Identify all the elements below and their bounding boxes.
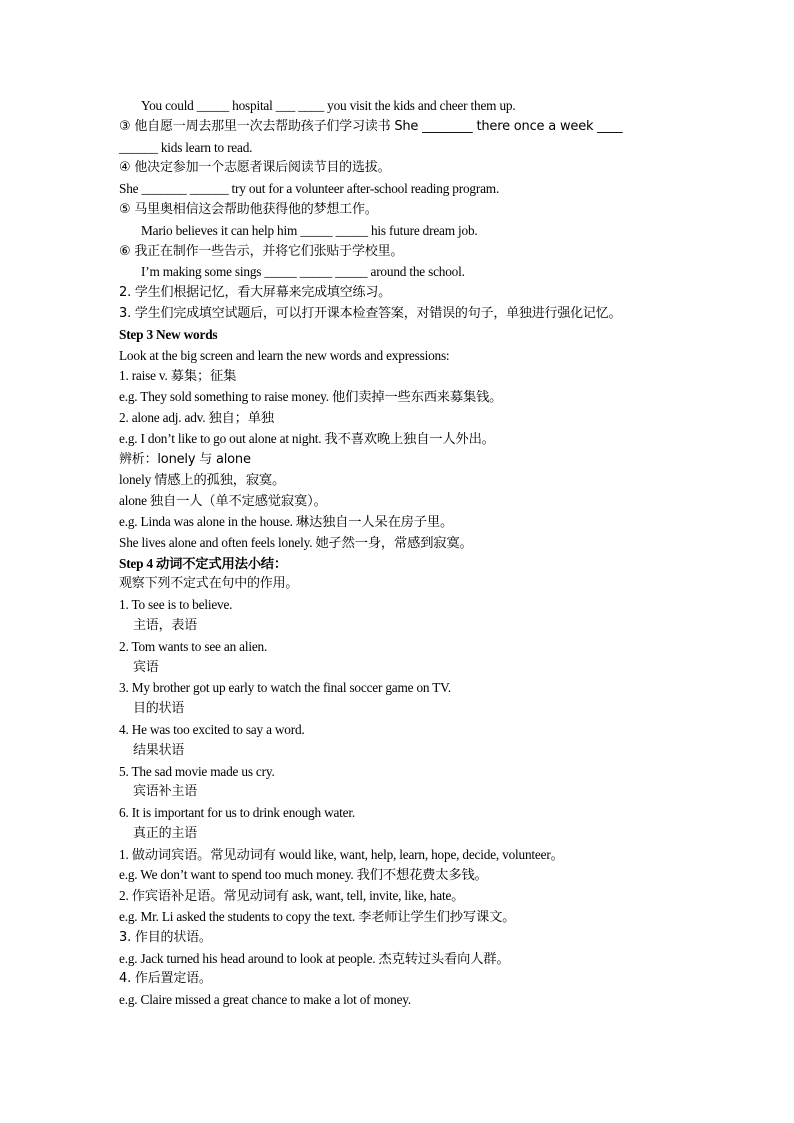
infinitive-example-4: 4. He was too excited to say a word. bbox=[119, 721, 305, 737]
infinitive-role-3: 目的状语 bbox=[133, 701, 185, 717]
definition-lonely: lonely 情感上的孤独，寂寞。 bbox=[119, 472, 286, 488]
example-linda: e.g. Linda was alone in the house. 琳达独自一人呆在房子里。 bbox=[119, 513, 454, 529]
step-3-intro: Look at the big screen and learn the new words and expressions: bbox=[119, 347, 450, 363]
usage-4-example: e.g. Claire missed a great chance to make a lot of money. bbox=[119, 992, 411, 1008]
usage-2: 2. 作宾语补足语。常见动词有 ask, want, tell, invite, like, hate。 bbox=[119, 888, 465, 904]
instruction-3: 3. 学生们完成填空试题后，可以打开课本检查答案，对错误的句子，单独进行强化记忆。 bbox=[119, 305, 622, 321]
document-body bbox=[119, 96, 689, 1011]
word-raise: 1. raise v. 募集；征集 bbox=[119, 368, 237, 384]
step-4-intro: 观察下列不定式在句中的作用。 bbox=[119, 576, 299, 592]
example-lives-alone: She lives alone and often feels lonely. 她孑然一身，常感到寂寞。 bbox=[119, 534, 473, 550]
exercise-item-5: ⑤ 马里奥相信这会帮助他获得他的梦想工作。 bbox=[119, 201, 378, 217]
infinitive-role-5: 宾语补主语 bbox=[133, 784, 198, 800]
exercise-sentence-signs: I’m making some sings _____ _____ _____ around the school. bbox=[141, 264, 465, 280]
infinitive-example-5: 5. The sad movie made us cry. bbox=[119, 763, 275, 779]
infinitive-role-2: 宾语 bbox=[133, 659, 159, 675]
usage-4: 4. 作后置定语。 bbox=[119, 971, 212, 987]
usage-1: 1. 做动词宾语。常见动词有 would like, want, help, learn, hope, decide, volunteer。 bbox=[119, 846, 564, 862]
exercise-sentence-hospital: You could _____ hospital ___ ____ you visit the kids and cheer them up. bbox=[141, 98, 516, 113]
exercise-sentence-dream-job: Mario believes it can help him _____ _____ his future dream job. bbox=[141, 222, 478, 238]
example-raise: e.g. They sold something to raise money. 他们卖掉一些东西来募集钱。 bbox=[119, 389, 503, 405]
comparison-heading: 辨析：lonely 与 alone bbox=[119, 451, 251, 467]
example-alone: e.g. I don’t like to go out alone at night. 我不喜欢晚上独自一人外出。 bbox=[119, 430, 495, 446]
step-3-heading: Step 3 New words bbox=[119, 326, 218, 342]
infinitive-role-4: 结果状语 bbox=[133, 742, 185, 758]
infinitive-example-2: 2. Tom wants to see an alien. bbox=[119, 638, 268, 654]
step-4-heading: Step 4 动词不定式用法小结： bbox=[119, 555, 287, 571]
definition-alone: alone 独自一人（单不定感觉寂寞）。 bbox=[119, 493, 327, 509]
instruction-2: 2. 学生们根据记忆，看大屏幕来完成填空练习。 bbox=[119, 285, 391, 301]
exercise-sentence-try-out: She _______ ______ try out for a volunteer after-school reading program. bbox=[119, 181, 500, 197]
word-alone: 2. alone adj. adv. 独自；单独 bbox=[119, 409, 274, 425]
exercise-item-6: ⑥ 我正在制作一些告示，并将它们张贴于学校里。 bbox=[119, 243, 404, 259]
infinitive-example-3: 3. My brother got up early to watch the final soccer game on TV. bbox=[119, 680, 451, 696]
infinitive-example-1: 1. To see is to believe. bbox=[119, 597, 233, 613]
usage-3: 3. 作目的状语。 bbox=[119, 929, 212, 945]
exercise-item-4: ④ 他决定参加一个志愿者课后阅读节目的选拔。 bbox=[119, 160, 391, 176]
exercise-item-3: ③ 他自愿一周去那里一次去帮助孩子们学习读书 She ________ there once a week ____ bbox=[119, 118, 623, 134]
exercise-item-3-continued: ______ kids learn to read. bbox=[119, 139, 253, 155]
infinitive-role-1: 主语，表语 bbox=[133, 617, 198, 633]
usage-2-example: e.g. Mr. Li asked the students to copy the text. 李老师让学生们抄写课文。 bbox=[119, 909, 516, 925]
infinitive-role-6: 真正的主语 bbox=[133, 825, 198, 841]
infinitive-example-6: 6. It is important for us to drink enough water. bbox=[119, 805, 355, 821]
usage-1-example: e.g. We don’t want to spend too much money. 我们不想花费太多钱。 bbox=[119, 867, 488, 883]
usage-3-example: e.g. Jack turned his head around to look at people. 杰克转过头看向人群。 bbox=[119, 950, 510, 966]
